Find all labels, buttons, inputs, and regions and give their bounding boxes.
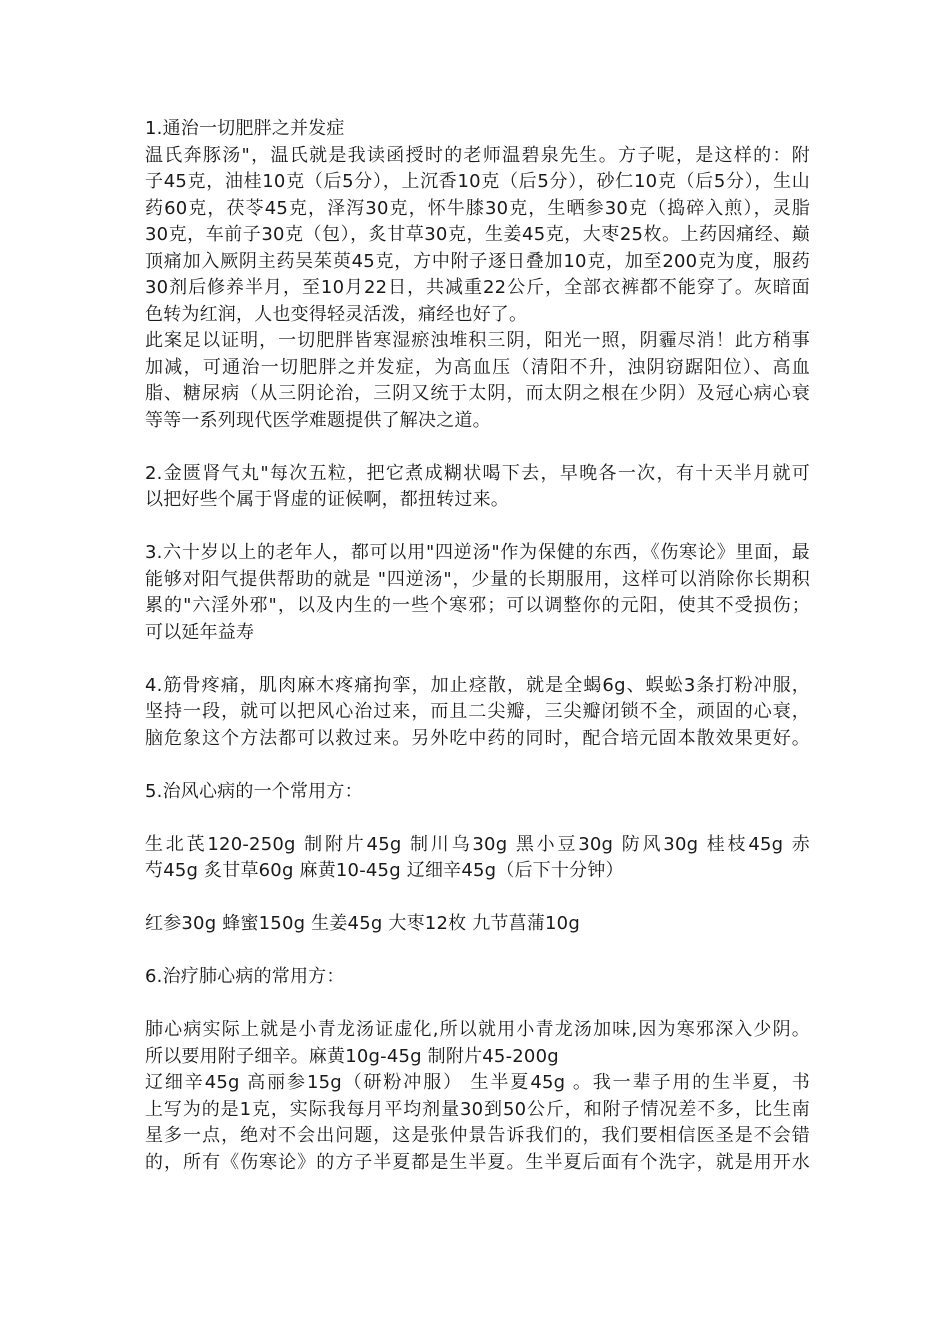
paragraph-gap: [145, 805, 810, 832]
section-1-heading: 1.通治一切肥胖之并发症: [145, 118, 345, 139]
paragraph-line: 以把好些个属于肾虚的证候啊，都扭转过来。: [145, 489, 509, 510]
paragraph-line: 脂、糖尿病（从三阴论治，三阴又统于太阴，而太阴之根在少阴）及冠心病心衰: [145, 383, 810, 404]
prescription-line: 生北芪120-250g 制附片45g 制川乌30g 黑小豆30g 防风30g 桂枝45g 赤: [145, 833, 810, 855]
paragraph-line: 30剂后修养半月，至10月22日，共减重22公斤，全部衣裤都不能穿了。灰暗面: [145, 277, 810, 298]
paragraph-line: 色转为红润，人也变得轻灵活泼，痛经也好了。: [145, 303, 528, 325]
paragraph-line: 累的"六淫外邪"，以及内生的一些个寒邪；可以调整你的元阳，使其不受损伤；: [145, 595, 810, 616]
prescription-line: 芍45g 炙甘草60g 麻黄10-45g 辽细辛45g（后下十分钟）: [145, 860, 624, 881]
paragraph-line: 能够对阳气提供帮助的就是 "四逆汤"，少量的长期服用，这样可以消除你长期积: [145, 568, 810, 590]
paragraph-line: 顶痛加入厥阴主药吴茱萸45克，方中附子逐日叠加10克，加至200克为度，服药: [145, 250, 810, 272]
paragraph-gap: [145, 885, 810, 912]
prescription-1: [145, 832, 810, 885]
paragraph-gap: [145, 991, 810, 1018]
paragraph-gap: [145, 752, 810, 779]
paragraph-gap: [145, 646, 810, 673]
paragraph-line: 辽细辛45g 高丽参15g（研粉冲服） 生半夏45g 。我一辈子用的生半夏，书: [145, 1072, 810, 1093]
paragraph-gap: [145, 434, 810, 461]
paragraph-line: 肺心病实际上就是小青龙汤证虚化,所以就用小青龙汤加味,因为寒邪深入少阴。: [145, 1019, 810, 1040]
section-6-heading: 6.治疗肺心病的常用方：: [145, 966, 345, 987]
section-6-body: [145, 1017, 810, 1176]
section-6: [145, 964, 810, 991]
prescription-line: 红参30g 蜂蜜150g 生姜45g 大枣12枚 九节菖蒲10g: [145, 913, 580, 934]
paragraph-line: 子45克，油桂10克（后5分），上沉香10克（后5分），砂仁10克（后5分），生山: [145, 171, 810, 192]
paragraph-line: 加减，可通治一切肥胖之并发症，为高血压（清阳不升，浊阴窃踞阳位）、高血: [145, 356, 810, 378]
document-body: [145, 116, 810, 1176]
paragraph-line: 上写为的是1克，实际我每月平均剂量30到50公斤，和附子情况差不多，比生南: [145, 1098, 810, 1120]
section-3: [145, 540, 810, 646]
paragraph-line: 等等一系列现代医学难题提供了解决之道。: [145, 409, 491, 431]
paragraph-line: 的，所有《伤寒论》的方子半夏都是生半夏。生半夏后面有个洗字，就是用开水: [145, 1151, 810, 1173]
section-1: [145, 116, 810, 434]
paragraph-line: 药60克，茯苓45克，泽泻30克，怀牛膝30克，生晒参30克（捣碎入煎），灵脂: [145, 197, 810, 219]
section-4: [145, 673, 810, 753]
paragraph-line: 3.六十岁以上的老年人，都可以用"四逆汤"作为保健的东西，《伤寒论》里面，最: [145, 542, 810, 563]
section-5-heading: 5.治风心病的一个常用方：: [145, 780, 363, 802]
prescription-2: [145, 911, 810, 938]
section-5: [145, 779, 810, 806]
paragraph-line: 星多一点，绝对不会出问题，这是张仲景告诉我们的，我们要相信医圣是不会错: [145, 1125, 810, 1146]
paragraph-line: 可以延年益寿: [145, 621, 255, 643]
paragraph-line: 坚持一段，就可以把风心治过来，而且二尖瓣，三尖瓣闭锁不全，顽固的心衰，: [145, 701, 810, 722]
paragraph-line: 4.筋骨疼痛，肌肉麻木疼痛拘挛，加止痉散，就是全蝎6g、蜈蚣3条打粉冲服，: [145, 674, 810, 696]
section-2: [145, 461, 810, 514]
paragraph-line: 30克，车前子30克（包），炙甘草30克，生姜45克，大枣25枚。上药因痛经、巅: [145, 224, 810, 245]
paragraph-gap: [145, 938, 810, 965]
paragraph-line: 脑危象这个方法都可以救过来。另外吃中药的同时，配合培元固本散效果更好。: [145, 727, 810, 749]
paragraph-gap: [145, 514, 810, 541]
paragraph-line: 所以要用附子细辛。麻黄10g-45g 制附片45-200g: [145, 1045, 559, 1067]
paragraph-line: 温氏奔豚汤"，温氏就是我读函授时的老师温碧泉先生。方子呢，是这样的：附: [145, 144, 810, 166]
paragraph-line: 此案足以证明，一切肥胖皆寒湿瘀浊堆积三阴，阳光一照，阴霾尽消！此方稍事: [145, 330, 810, 351]
paragraph-line: 2.金匮肾气丸"每次五粒，把它煮成糊状喝下去，早晚各一次，有十天半月就可: [145, 462, 810, 484]
